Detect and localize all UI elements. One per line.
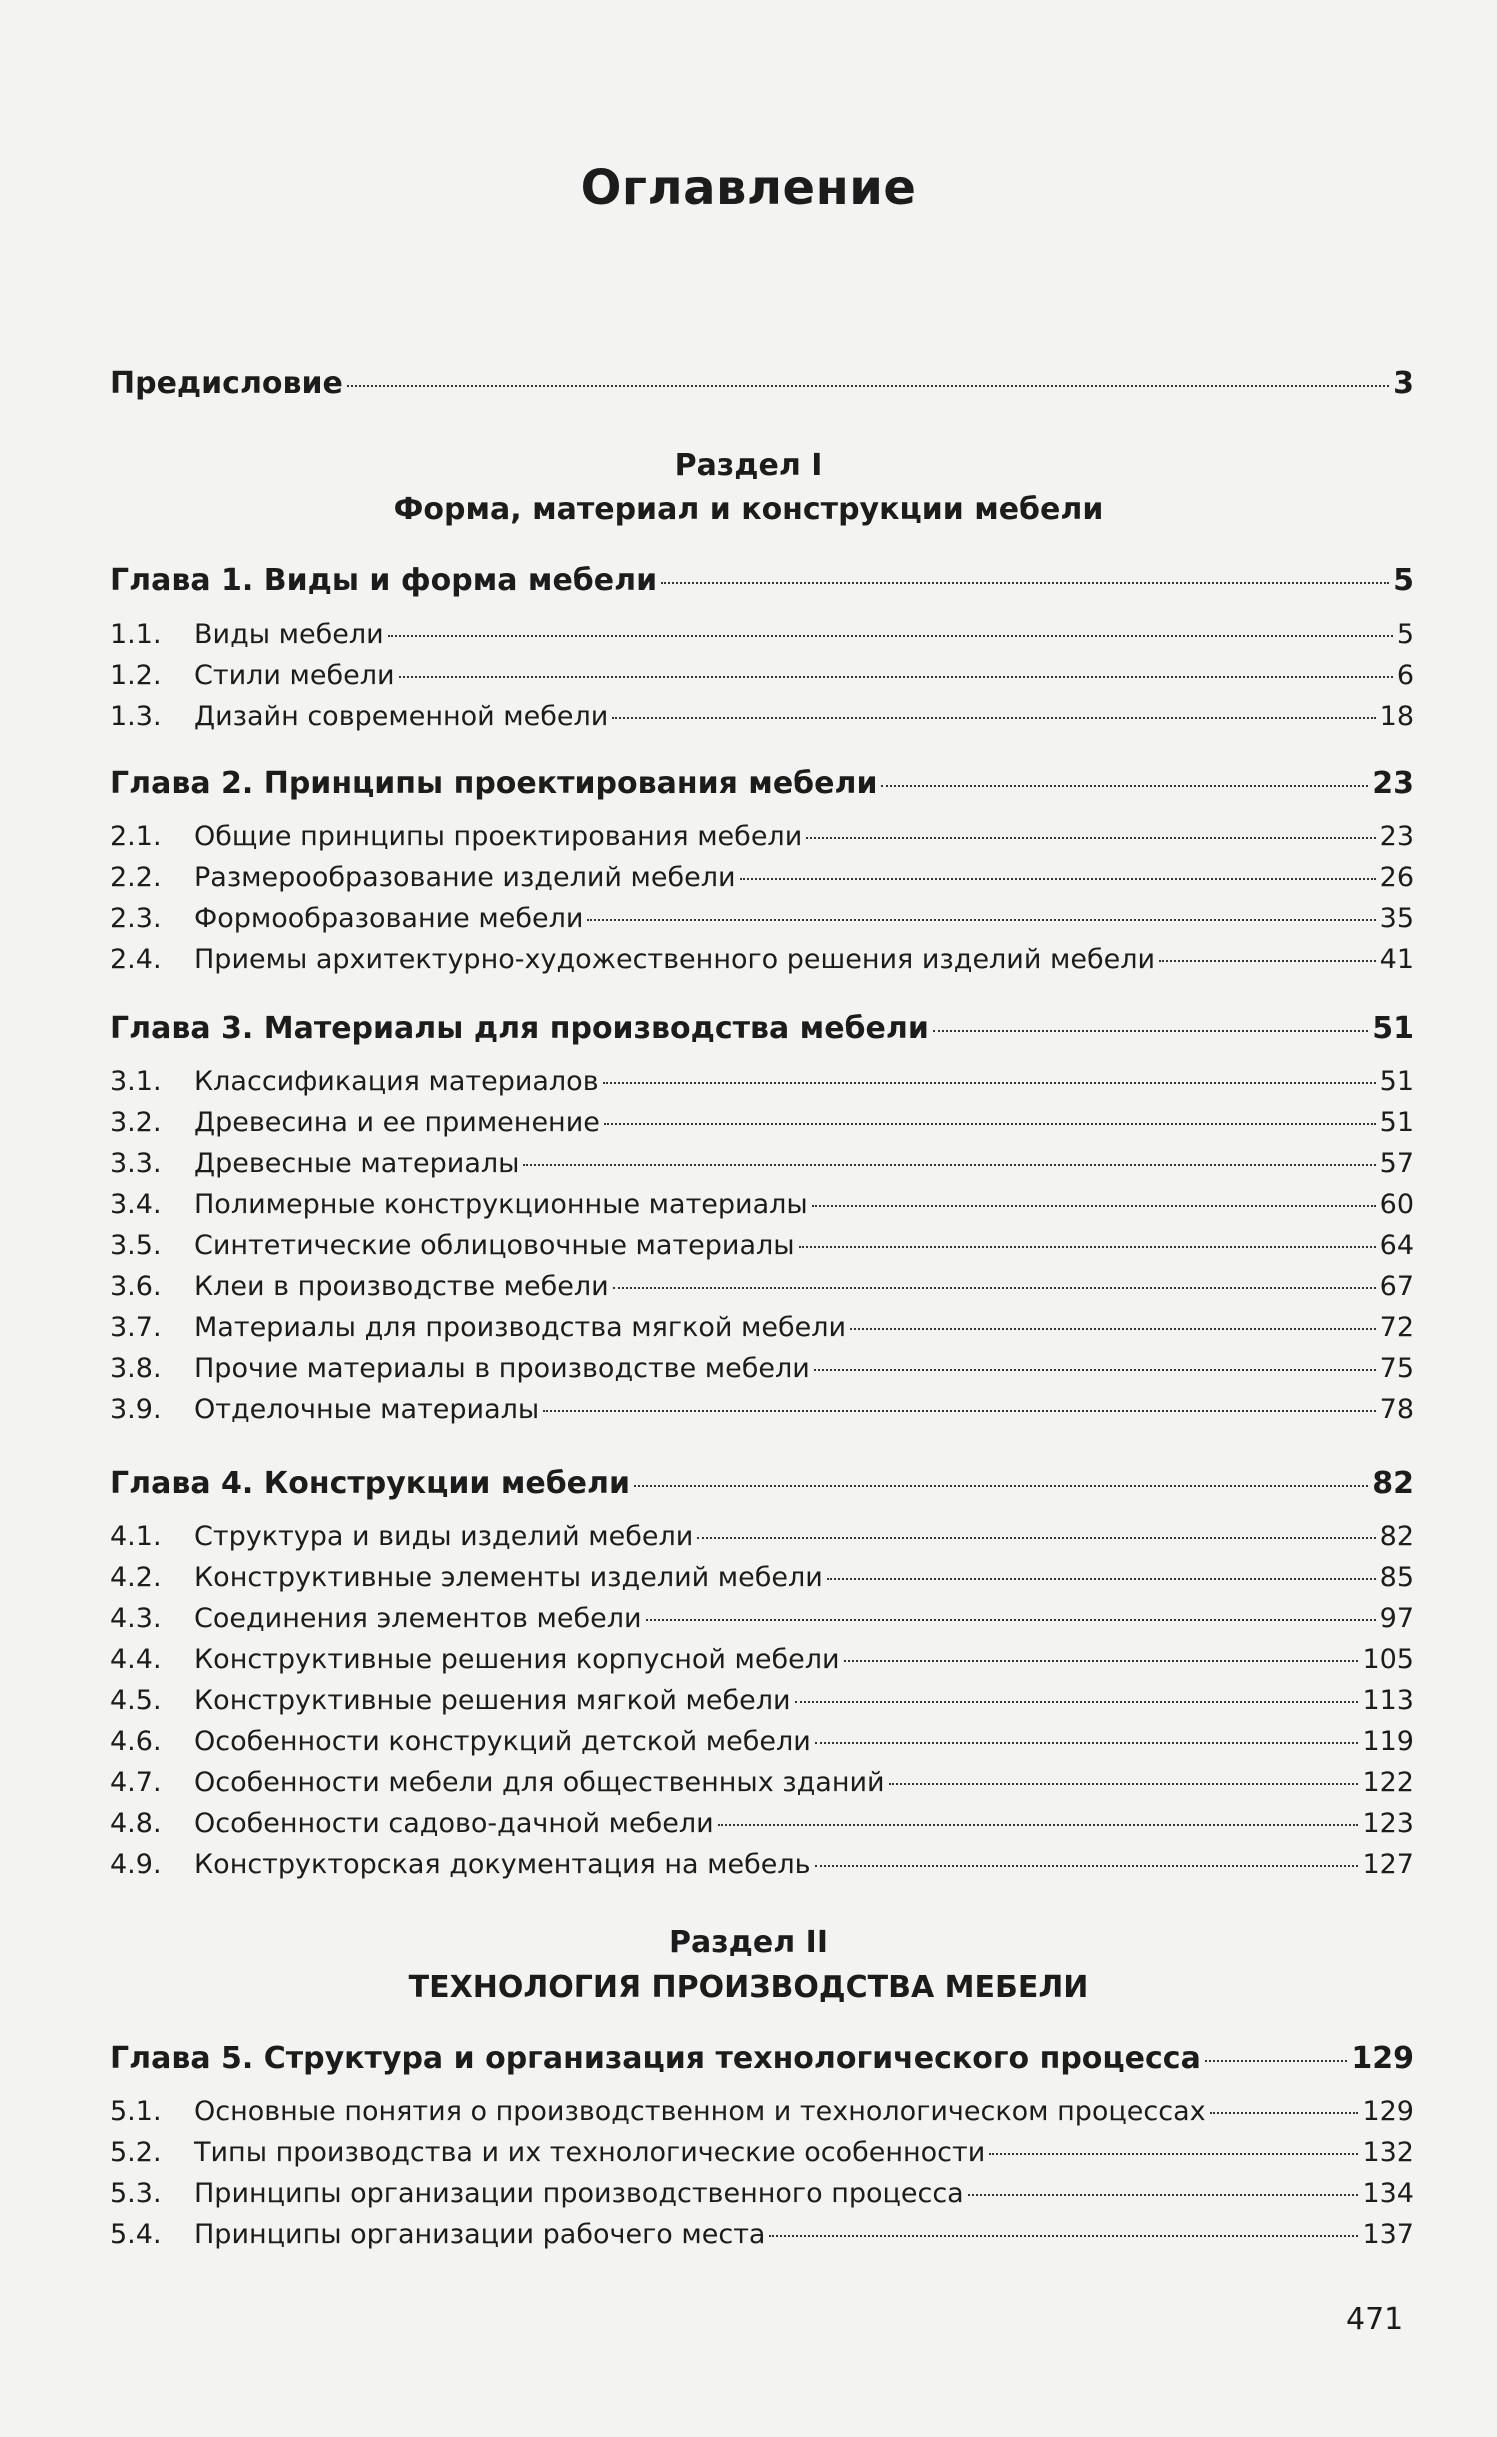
toc-entry-number: 3.7. [110,1312,162,1343]
toc-entry-number: 4.5. [110,1685,162,1716]
toc-entry-page: 26 [1379,862,1414,893]
toc-entry-page: 129 [1362,2096,1414,2127]
toc-entry-label: Стили мебели [194,660,395,691]
toc-entry-label: Приемы архитектурно-художественного решения изделий мебели [194,944,1156,975]
toc-entry-number: 1.2. [110,660,162,691]
toc-entry-page: 78 [1379,1394,1414,1425]
toc-entry-label: Виды мебели [194,619,384,650]
toc-entry-number: 2.1. [110,821,162,852]
toc-entry-number: 5.1. [110,2096,162,2127]
toc-entry-page: 57 [1379,1148,1414,1179]
toc-entry-3-5 [110,1230,1414,1261]
dot-leader [827,1578,1376,1580]
toc-entry-page: 67 [1379,1271,1414,1302]
toc-entry-number: 3.1. [110,1066,162,1097]
toc-entry-label: Принципы организации рабочего места [194,2219,766,2250]
dot-leader [646,1619,1376,1621]
toc-entry-number: 4.8. [110,1808,162,1839]
toc-entry-label: Особенности мебели для общественных зданий [194,1767,885,1798]
dot-leader [989,2153,1358,2155]
toc-entry-4-4 [110,1644,1414,1675]
toc-entry-label: Глава 1. Виды и форма мебели [110,563,658,598]
toc-entry-number: 5.4. [110,2219,162,2250]
toc-entry-4-7 [110,1767,1414,1798]
toc-entry-label: Предисловие [110,366,343,401]
toc-chapter-3 [110,1011,1414,1046]
toc-entry-label: Древесина и ее применение [194,1107,600,1138]
toc-chapter-5 [110,2041,1414,2076]
toc-chapter-4 [110,1466,1414,1501]
toc-entry-label: Конструктивные решения корпусной мебели [194,1644,840,1675]
toc-entry-page: 85 [1379,1562,1414,1593]
page-title: Оглавление [580,160,917,216]
toc-entry-label: Основные понятия о производственном и технологическом процессах [194,2096,1206,2127]
dot-leader [661,582,1389,584]
dot-leader [889,1783,1359,1785]
toc-entry-page: 23 [1372,766,1414,801]
toc-entry-label: Древесные материалы [194,1148,520,1179]
toc-entry-3-6 [110,1271,1414,1302]
toc-entry-number: 4.6. [110,1726,162,1757]
toc-entry-label: Общие принципы проектирования мебели [194,821,803,852]
toc-entry-page: 6 [1396,660,1414,691]
dot-leader [815,1742,1359,1744]
toc-entry-page: 41 [1379,944,1414,975]
dot-leader [634,1485,1368,1487]
dot-leader [844,1660,1359,1662]
toc-entry-4-8 [110,1808,1414,1839]
toc-entry-5-2 [110,2137,1414,2168]
toc-entry-number: 1.1. [110,619,162,650]
toc-entry-number: 3.9. [110,1394,162,1425]
dot-leader [1205,2060,1348,2062]
toc-entry-2-1 [110,821,1414,852]
toc-entry-3-4 [110,1189,1414,1220]
toc-entry-page: 64 [1379,1230,1414,1261]
dot-leader [1210,2112,1359,2114]
toc-entry-5-1 [110,2096,1414,2127]
toc-entry-page: 18 [1379,701,1414,732]
dot-leader [815,1865,1359,1867]
dot-leader [613,1287,1376,1289]
dot-leader [799,1246,1376,1248]
dot-leader [604,1123,1376,1125]
toc-entry-label: Отделочные материалы [194,1394,540,1425]
toc-entry-number: 3.6. [110,1271,162,1302]
dot-leader [587,919,1375,921]
toc-entry-number: 5.2. [110,2137,162,2168]
toc-entry-page: 5 [1393,563,1414,598]
dot-leader [1159,960,1376,962]
toc-entry-label: Глава 3. Материалы для производства мебели [110,1011,929,1046]
toc-entry-label: Структура и виды изделий мебели [194,1521,694,1552]
dot-leader [603,1082,1376,1084]
toc-entry-number: 2.4. [110,944,162,975]
toc-entry-1-3 [110,701,1414,732]
toc-entry-page: 5 [1396,619,1414,650]
toc-entry-page: 127 [1362,1849,1414,1880]
toc-entry-label: Особенности конструкций детской мебели [194,1726,811,1757]
toc-entry-label: Прочие материалы в производстве мебели [194,1353,810,1384]
toc-entry-number: 3.8. [110,1353,162,1384]
section-1-label: Раздел I [674,448,823,483]
toc-entry-4-2 [110,1562,1414,1593]
dot-leader [769,2235,1358,2237]
dot-leader [795,1701,1359,1703]
toc-entry-page: 129 [1351,2041,1414,2076]
toc-entry-number: 3.4. [110,1189,162,1220]
section-2-title: ТЕХНОЛОГИЯ ПРОИЗВОДСТВА МЕБЕЛИ [408,1970,1089,2005]
dot-leader [388,635,1393,637]
toc-entry-preface [110,366,1414,401]
toc-entry-number: 2.3. [110,903,162,934]
toc-entry-label: Конструктивные элементы изделий мебели [194,1562,823,1593]
toc-entry-page: 119 [1362,1726,1414,1757]
toc-entry-page: 23 [1379,821,1414,852]
toc-entry-label: Особенности садово-дачной мебели [194,1808,714,1839]
section-2-label: Раздел II [669,1925,828,1960]
section-1-title: Форма, материал и конструкции мебели [393,492,1104,527]
toc-entry-page: 105 [1362,1644,1414,1675]
dot-leader [850,1328,1376,1330]
toc-entry-page: 51 [1379,1107,1414,1138]
toc-entry-4-3 [110,1603,1414,1634]
page-number: 471 [1346,2302,1404,2337]
toc-entry-number: 5.3. [110,2178,162,2209]
toc-entry-3-7 [110,1312,1414,1343]
toc-entry-3-8 [110,1353,1414,1384]
toc-entry-label: Глава 4. Конструкции мебели [110,1466,631,1501]
dot-leader [933,1030,1368,1032]
dot-leader [399,676,1393,678]
toc-entry-number: 4.2. [110,1562,162,1593]
toc-entry-number: 4.3. [110,1603,162,1634]
toc-entry-5-3 [110,2178,1414,2209]
toc-entry-label: Конструктивные решения мягкой мебели [194,1685,791,1716]
toc-entry-2-3 [110,903,1414,934]
dot-leader [740,878,1376,880]
toc-entry-1-2 [110,660,1414,691]
toc-entry-page: 51 [1372,1011,1414,1046]
toc-entry-page: 82 [1372,1466,1414,1501]
toc-entry-3-1 [110,1066,1414,1097]
toc-entry-5-4 [110,2219,1414,2250]
toc-entry-number: 4.4. [110,1644,162,1675]
dot-leader [968,2194,1359,2196]
toc-entry-page: 82 [1379,1521,1414,1552]
toc-chapter-1 [110,563,1414,598]
toc-entry-label: Соединения элементов мебели [194,1603,642,1634]
toc-entry-label: Классификация материалов [194,1066,599,1097]
toc-entry-label: Дизайн современной мебели [194,701,609,732]
toc-entry-label: Глава 2. Принципы проектирования мебели [110,766,878,801]
toc-entry-3-9 [110,1394,1414,1425]
toc-entry-number: 3.2. [110,1107,162,1138]
toc-entry-number: 4.7. [110,1767,162,1798]
toc-entry-number: 3.3. [110,1148,162,1179]
toc-entry-number: 2.2. [110,862,162,893]
toc-entry-page: 122 [1362,1767,1414,1798]
toc-entry-page: 134 [1362,2178,1414,2209]
dot-leader [543,1410,1375,1412]
dot-leader [814,1369,1376,1371]
dot-leader [523,1164,1375,1166]
toc-entry-label: Глава 5. Структура и организация технологического процесса [110,2041,1201,2076]
dot-leader [612,717,1375,719]
toc-entry-3-2 [110,1107,1414,1138]
toc-entry-page: 60 [1379,1189,1414,1220]
toc-entry-2-4 [110,944,1414,975]
dot-leader [881,785,1368,787]
toc-entry-4-5 [110,1685,1414,1716]
toc-entry-page: 132 [1362,2137,1414,2168]
toc-entry-label: Размерообразование изделий мебели [194,862,736,893]
toc-entry-label: Клеи в производстве мебели [194,1271,609,1302]
toc-entry-page: 75 [1379,1353,1414,1384]
toc-entry-page: 35 [1379,903,1414,934]
toc-entry-4-9 [110,1849,1414,1880]
dot-leader [718,1824,1359,1826]
toc-entry-number: 3.5. [110,1230,162,1261]
toc-chapter-2 [110,766,1414,801]
toc-entry-4-1 [110,1521,1414,1552]
toc-entry-1-1 [110,619,1414,650]
toc-entry-label: Формообразование мебели [194,903,584,934]
dot-leader [347,385,1389,387]
dot-leader [812,1205,1376,1207]
toc-entry-number: 4.1. [110,1521,162,1552]
dot-leader [806,837,1375,839]
toc-entry-label: Типы производства и их технологические особенности [194,2137,986,2168]
toc-entry-label: Конструкторская документация на мебель [194,1849,811,1880]
toc-entry-2-2 [110,862,1414,893]
toc-entry-number: 1.3. [110,701,162,732]
toc-entry-label: Синтетические облицовочные материалы [194,1230,795,1261]
toc-entry-page: 123 [1362,1808,1414,1839]
toc-entry-3-3 [110,1148,1414,1179]
toc-entry-page: 137 [1362,2219,1414,2250]
toc-entry-number: 4.9. [110,1849,162,1880]
toc-entry-page: 113 [1362,1685,1414,1716]
toc-entry-page: 51 [1379,1066,1414,1097]
toc-entry-label: Принципы организации производственного процесса [194,2178,964,2209]
toc-entry-page: 97 [1379,1603,1414,1634]
dot-leader [697,1537,1375,1539]
toc-entry-page: 3 [1393,366,1414,401]
toc-entry-4-6 [110,1726,1414,1757]
toc-entry-page: 72 [1379,1312,1414,1343]
toc-entry-label: Полимерные конструкционные материалы [194,1189,808,1220]
toc-entry-label: Материалы для производства мягкой мебели [194,1312,847,1343]
